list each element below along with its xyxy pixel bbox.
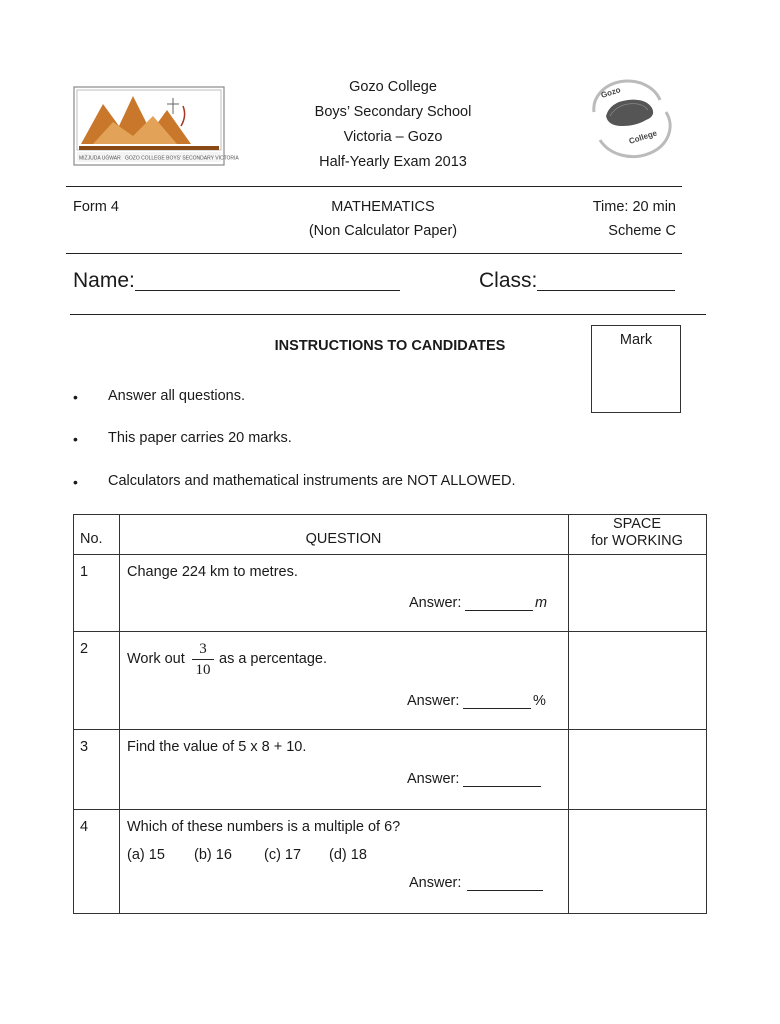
answer-label: Answer: — [407, 771, 460, 787]
form-label: Form 4 — [73, 199, 119, 215]
fraction — [192, 641, 214, 678]
bullet-marker: • — [73, 389, 78, 405]
answer-field[interactable] — [463, 708, 531, 709]
fraction-numerator: 3 — [199, 641, 207, 657]
question-text-before: Work out — [127, 651, 185, 667]
meta-divider — [66, 253, 682, 254]
instruction-item: This paper carries 20 marks. — [108, 430, 292, 446]
candidate-divider — [70, 314, 706, 315]
option-b: (b) 16 — [194, 847, 232, 863]
answer-field[interactable] — [463, 786, 541, 787]
column-header-working-line2: for WORKING — [591, 533, 683, 549]
column-header-no: No. — [80, 531, 103, 547]
answer-field[interactable] — [467, 890, 543, 891]
option-d: (d) 18 — [329, 847, 367, 863]
question-number: 4 — [80, 819, 89, 835]
instruction-item: Calculators and mathematical instruments are NOT ALLOWED. — [108, 473, 516, 489]
row-divider — [74, 729, 706, 730]
left-logo-motto: MIŻJUDA UĠWAR — [79, 155, 121, 162]
bullet-marker: • — [73, 474, 78, 490]
answer-field[interactable] — [465, 610, 533, 611]
right-logo-gozo-text: Gozo — [599, 85, 622, 100]
column-divider — [568, 515, 569, 913]
right-logo-college-text: College — [627, 128, 659, 146]
mark-label: Mark — [619, 332, 653, 348]
school-subtitle: Boys’ Secondary School — [314, 104, 472, 120]
question-text: Which of these numbers is a multiple of 6? — [127, 819, 401, 835]
gozo-college-logo — [580, 82, 674, 152]
column-header-question: QUESTION — [305, 531, 382, 547]
header-divider — [66, 186, 682, 187]
time-label: Time: 20 min — [592, 199, 676, 215]
name-label: Name: — [73, 269, 135, 292]
column-header-working-line1: SPACE — [612, 516, 662, 532]
question-text: Find the value of 5 x 8 + 10. — [127, 739, 307, 755]
fraction-denominator: 10 — [195, 662, 211, 678]
scheme-label: Scheme C — [608, 223, 676, 239]
answer-label: Answer: — [409, 595, 462, 611]
fraction-bar — [192, 659, 214, 660]
question-text: Change 224 km to metres. — [127, 564, 298, 580]
answer-label: Answer: — [409, 875, 462, 891]
school-name: Gozo College — [349, 79, 437, 95]
exam-title: Half-Yearly Exam 2013 — [319, 154, 467, 170]
column-divider — [119, 515, 120, 913]
question-text-after: as a percentage. — [219, 651, 328, 667]
option-a: (a) 15 — [127, 847, 165, 863]
answer-unit: m — [535, 595, 548, 611]
paper-type-label: (Non Calculator Paper) — [308, 223, 458, 239]
bullet-marker: • — [73, 431, 78, 447]
row-divider — [74, 809, 706, 810]
question-number: 2 — [80, 641, 89, 657]
answer-label: Answer: — [407, 693, 460, 709]
name-field[interactable] — [135, 290, 400, 291]
instruction-item: Answer all questions. — [108, 388, 246, 404]
row-divider — [74, 631, 706, 632]
question-table — [73, 514, 707, 914]
question-number: 3 — [80, 739, 89, 755]
subject-label: MATHEMATICS — [331, 199, 435, 215]
instructions-title: INSTRUCTIONS TO CANDIDATES — [274, 338, 506, 354]
question-number: 1 — [80, 564, 89, 580]
option-c: (c) 17 — [264, 847, 302, 863]
row-divider — [74, 554, 706, 555]
answer-unit: % — [533, 693, 546, 709]
class-label: Class: — [479, 269, 538, 292]
class-field[interactable] — [537, 290, 675, 291]
left-logo-caption: GOZO COLLEGE BOYS' SECONDARY VICTORIA — [125, 155, 239, 162]
school-location: Victoria – Gozo — [343, 129, 443, 145]
